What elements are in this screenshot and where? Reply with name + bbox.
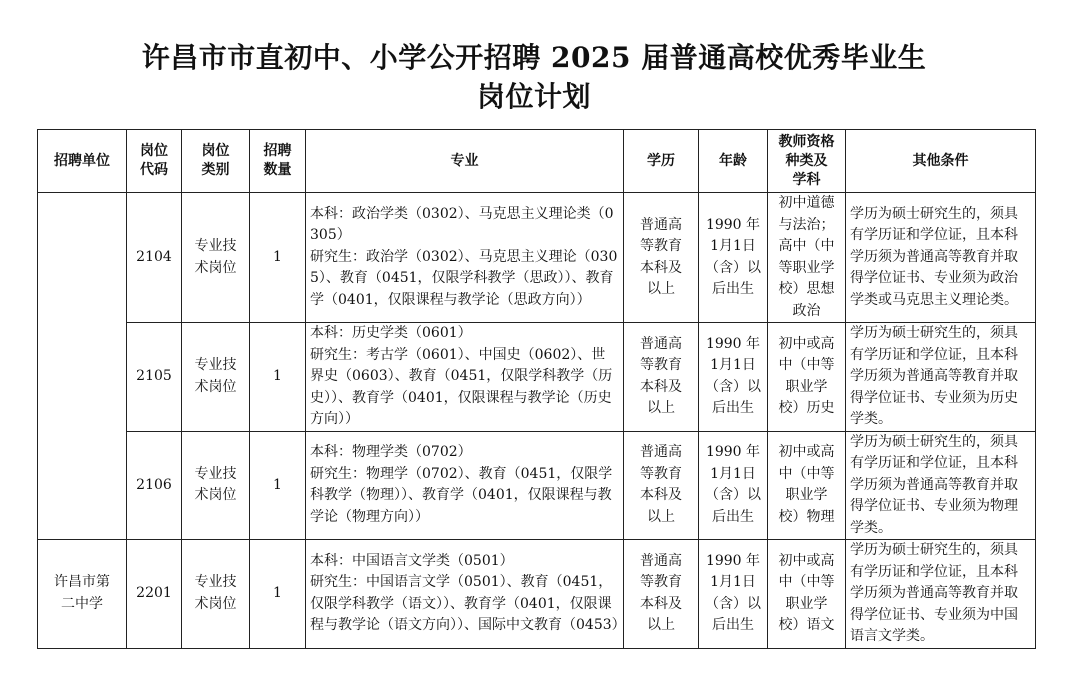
cell-edu: 普通高 等教育 本科及 以上 bbox=[624, 540, 699, 649]
cell-major: 本科：中国语言文学类（0501） 研究生：中国语言文学（0501）、教育（0451，仅限学科教学（语文））、教育学（0401，仅限课程与教学论（语文方向））、国际中文教育（0453） bbox=[306, 540, 624, 649]
cell-qual: 初中或高 中（中等 职业学 校）语文 bbox=[768, 540, 846, 649]
cell-code: 2104 bbox=[127, 193, 182, 323]
cell-type: 专业技 术岗位 bbox=[182, 193, 250, 323]
header-edu: 学历 bbox=[624, 130, 699, 193]
cell-count: 1 bbox=[250, 431, 306, 540]
document-title-line1: 许昌市市直初中、小学公开招聘 2025 届普通高校优秀毕业生 bbox=[141, 41, 927, 74]
header-other: 其他条件 bbox=[846, 130, 1036, 193]
table-row bbox=[38, 193, 1036, 323]
cell-code: 2201 bbox=[127, 540, 182, 649]
header-age: 年龄 bbox=[699, 130, 768, 193]
cell-count: 1 bbox=[250, 323, 306, 432]
cell-age: 1990 年 1月1日 （含）以 后出生 bbox=[699, 323, 768, 432]
cell-type: 专业技 术岗位 bbox=[182, 431, 250, 540]
table-header-row bbox=[38, 130, 1036, 193]
cell-age: 1990 年 1月1日 （含）以 后出生 bbox=[699, 540, 768, 649]
cell-code: 2106 bbox=[127, 431, 182, 540]
cell-code: 2105 bbox=[127, 323, 182, 432]
cell-major: 本科：政治学类（0302）、马克思主义理论类（0305） 研究生：政治学（0302）、马克思主义理论（0305）、教育（0451，仅限学科教学（思政））、教育学（0401，仅限课程与教学论（思政方向）） bbox=[306, 193, 624, 323]
header-type: 岗位 类别 bbox=[182, 130, 250, 193]
cell-type: 专业技 术岗位 bbox=[182, 540, 250, 649]
cell-edu: 普通高 等教育 本科及 以上 bbox=[624, 431, 699, 540]
cell-qual: 初中或高 中（中等 职业学 校）物理 bbox=[768, 431, 846, 540]
cell-age: 1990 年 1月1日 （含）以 后出生 bbox=[699, 193, 768, 323]
cell-count: 1 bbox=[250, 540, 306, 649]
cell-edu: 普通高 等教育 本科及 以上 bbox=[624, 323, 699, 432]
cell-other: 学历为硕士研究生的，须具有学历证和学位证，且本科学历须为普通高等教育并取得学位证书、专业须为物理学类。 bbox=[846, 431, 1036, 540]
cell-count: 1 bbox=[250, 193, 306, 323]
cell-other: 学历为硕士研究生的，须具有学历证和学位证，且本科学历须为普通高等教育并取得学位证书、专业须为政治学类或马克思主义理论类。 bbox=[846, 193, 1036, 323]
cell-other: 学历为硕士研究生的，须具有学历证和学位证，且本科学历须为普通高等教育并取得学位证书、专业须为中国语言文学类。 bbox=[846, 540, 1036, 649]
document-title-line2: 岗位计划 bbox=[476, 80, 591, 113]
header-major: 专业 bbox=[306, 130, 624, 193]
cell-type: 专业技 术岗位 bbox=[182, 323, 250, 432]
recruitment-table bbox=[37, 129, 1036, 649]
cell-other: 学历为硕士研究生的，须具有学历证和学位证，且本科学历须为普通高等教育并取得学位证书、专业须为历史学类。 bbox=[846, 323, 1036, 432]
header-qual: 教师资格 种类及 学科 bbox=[768, 130, 846, 193]
table-row bbox=[38, 323, 1036, 432]
cell-age: 1990 年 1月1日 （含）以 后出生 bbox=[699, 431, 768, 540]
cell-qual: 初中道德 与法治； 高中（中 等职业学 校）思想 政治 bbox=[768, 193, 846, 323]
table-row bbox=[38, 431, 1036, 540]
cell-major: 本科：历史学类（0601） 研究生：考古学（0601）、中国史（0602）、世界史（0603）、教育（0451，仅限学科教学（历史））、教育学（0401，仅限课程与教学论（历史方向）） bbox=[306, 323, 624, 432]
cell-edu: 普通高 等教育 本科及 以上 bbox=[624, 193, 699, 323]
cell-major: 本科：物理学类（0702） 研究生：物理学（0702）、教育（0451，仅限学科教学（物理））、教育学（0401，仅限课程与教学论（物理方向）） bbox=[306, 431, 624, 540]
cell-unit bbox=[38, 193, 127, 540]
header-code: 岗位 代码 bbox=[127, 130, 182, 193]
header-unit: 招聘单位 bbox=[38, 130, 127, 193]
cell-qual: 初中或高 中（中等 职业学 校）历史 bbox=[768, 323, 846, 432]
cell-unit: 许昌市第 二中学 bbox=[38, 540, 127, 649]
table-row bbox=[38, 540, 1036, 649]
header-count: 招聘 数量 bbox=[250, 130, 306, 193]
